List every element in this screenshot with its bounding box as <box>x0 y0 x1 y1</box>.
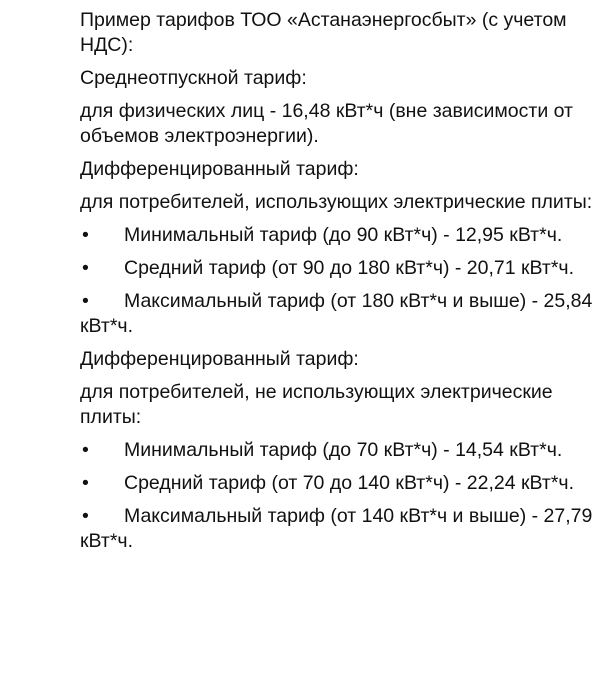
bullet-icon: • <box>82 472 89 494</box>
intro-text: Пример тарифов ТОО «Астанаэнергосбыт» (с учетом НДС): <box>80 9 567 56</box>
differentiated-tariff-heading: Дифференцированный тариф: <box>80 158 359 180</box>
list-item-text: Минимальный тариф (до 90 кВт*ч) - 12,95 кВт*ч. <box>124 224 563 246</box>
differentiated-tariff-heading: Дифференцированный тариф: <box>80 348 359 370</box>
list-item <box>80 289 595 339</box>
list-item-text: Минимальный тариф (до 70 кВт*ч) - 14,54 кВт*ч. <box>124 439 563 461</box>
list-item-text: Средний тариф (от 70 до 140 кВт*ч) - 22,24 кВт*ч. <box>124 472 575 494</box>
tariff-document <box>80 8 595 562</box>
bullet-icon: • <box>82 505 89 527</box>
bullet-icon: • <box>82 439 89 461</box>
list-item <box>80 471 595 496</box>
average-tariff-text: для физических лиц - 16,48 кВт*ч (вне зависимости от объемов электроэнергии). <box>80 100 573 147</box>
list-item <box>80 504 595 554</box>
list-item <box>80 438 595 463</box>
list-item <box>80 256 595 281</box>
bullet-icon: • <box>82 224 89 246</box>
electric-stove-users-subheading: для потребителей, использующих электрические плиты: <box>80 191 593 213</box>
bullet-icon: • <box>82 257 89 279</box>
list-item-text: Максимальный тариф (от 140 кВт*ч и выше) - 27,79 кВт*ч. <box>80 505 593 552</box>
bullet-icon: • <box>82 290 89 312</box>
list-item-text: Средний тариф (от 90 до 180 кВт*ч) - 20,71 кВт*ч. <box>124 257 575 279</box>
list-item <box>80 223 595 248</box>
non-electric-stove-users-subheading: для потребителей, не использующих электрические плиты: <box>80 381 553 428</box>
list-item-text: Максимальный тариф (от 180 кВт*ч и выше) - 25,84 кВт*ч. <box>80 290 593 337</box>
average-tariff-heading: Среднеотпускной тариф: <box>80 67 307 89</box>
